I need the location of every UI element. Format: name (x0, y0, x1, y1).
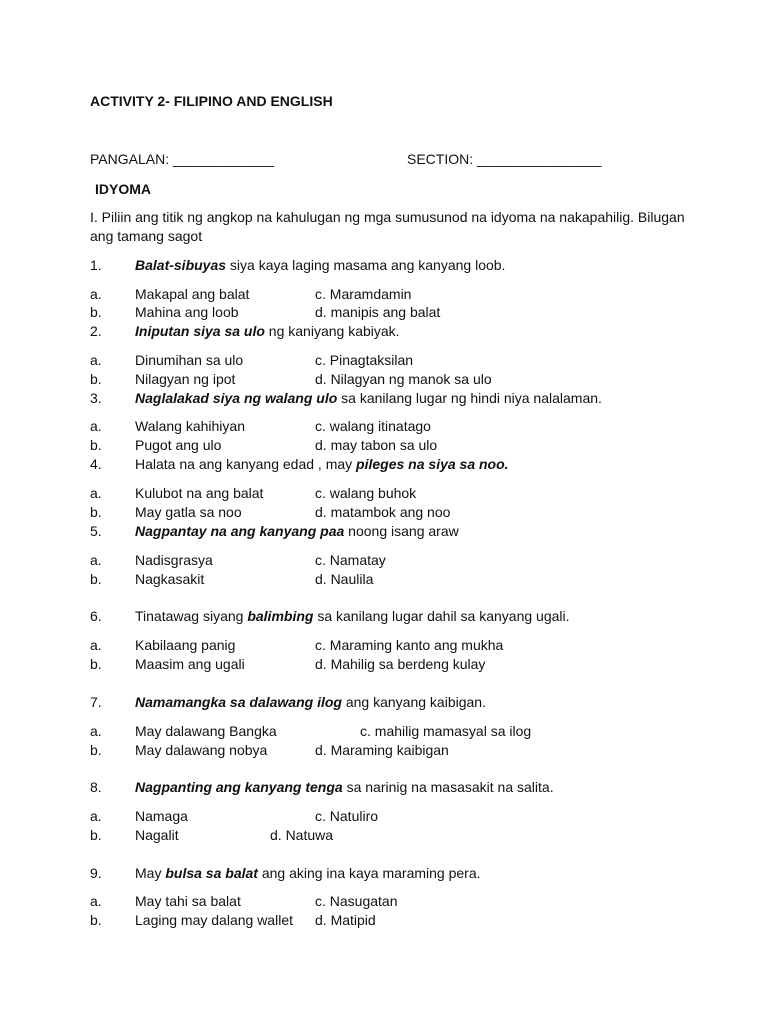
choice-b: Pugot ang ulo (135, 437, 222, 453)
choice-a-label: a. (90, 637, 102, 653)
choice-a: Walang kahihiyan (135, 418, 245, 434)
question-text-after: ang aking ina kaya maraming pera. (257, 865, 481, 881)
choice-b-label: b. (90, 437, 102, 453)
choice-c: c. Maramdamin (315, 286, 412, 302)
choice-d: d. may tabon sa ulo (315, 437, 438, 453)
choice-b: Nagkasakit (135, 571, 205, 587)
choice-d: d. Natuwa (270, 827, 334, 843)
choice-a-label: a. (90, 485, 102, 501)
choice-a: Kulubot na ang balat (135, 485, 264, 501)
choice-a: Dinumihan sa ulo (135, 352, 244, 368)
question-text (135, 778, 554, 797)
choice-b-label: b. (90, 656, 102, 672)
choice-d: d. Mahilig sa berdeng kulay (315, 656, 486, 672)
question-text (135, 693, 486, 712)
idiom: Nagpanting ang kanyang tenga (135, 779, 343, 795)
question-number: 3. (90, 390, 102, 406)
choice-b-label: b. (90, 304, 102, 320)
choice-b-label: b. (90, 827, 102, 843)
question-text-after: sa kanilang lugar dahil sa kanyang ugali. (313, 608, 570, 624)
choice-a-label: a. (90, 723, 102, 739)
choice-a-label: a. (90, 893, 102, 909)
question-text-before: Halata na ang kanyang edad , may (135, 456, 357, 472)
choice-b: Nilagyan ng ipot (135, 371, 236, 387)
choice-a: Nadisgrasya (135, 552, 213, 568)
idiom: pileges na siya sa noo. (356, 456, 509, 472)
choice-a-label: a. (90, 286, 102, 302)
choice-b-label: b. (90, 742, 102, 758)
question-text (135, 455, 509, 474)
choice-d: d. Matipid (315, 912, 376, 928)
choice-c: c. mahilig mamasyal sa ilog (360, 723, 532, 739)
question-text-before: May (135, 865, 166, 881)
choice-d: d. manipis ang balat (315, 304, 441, 320)
choice-a: Namaga (135, 808, 188, 824)
question-text-after: noong isang araw (344, 523, 459, 539)
choice-a: May tahi sa balat (135, 893, 241, 909)
choice-b: May gatla sa noo (135, 504, 242, 520)
question-text-after: ang kanyang kaibigan. (341, 694, 486, 710)
choice-a-label: a. (90, 808, 102, 824)
choice-c: c. Namatay (315, 552, 386, 568)
question-text-after: sa kanilang lugar ng hindi niya nalalaman. (337, 390, 602, 406)
question-text-after: siya kaya laging masama ang kanyang loob. (226, 257, 506, 273)
idiom: Nagpantay na ang kanyang paa (135, 523, 345, 539)
question-text (135, 389, 602, 408)
question-text (135, 256, 505, 275)
question-number: 9. (90, 865, 102, 881)
choice-c: c. Pinagtaksilan (315, 352, 414, 368)
choice-a: Kabilaang panig (135, 637, 236, 653)
choice-b: Mahina ang loob (135, 304, 239, 320)
question-text-after: sa narinig na masasakit na salita. (342, 779, 554, 795)
instructions: I. Piliin ang titik ng angkop na kahulugan ng mga sumusunod na idyoma na nakapahilig. Bilugan ang tamang sagot (90, 209, 685, 244)
question-text (135, 864, 481, 883)
question-number: 8. (90, 779, 102, 795)
choice-a-label: a. (90, 418, 102, 434)
question-text (135, 322, 400, 341)
section-heading: IDYOMA (95, 181, 151, 197)
choice-b: Laging may dalang wallet (135, 912, 293, 928)
question-number: 4. (90, 456, 102, 472)
choice-d: d. Naulila (315, 571, 374, 587)
choice-c: c. Natuliro (315, 808, 379, 824)
choice-d: d. Maraming kaibigan (315, 742, 449, 758)
section-field: SECTION: ________________ (407, 151, 602, 167)
idiom: Balat-sibuyas (135, 257, 227, 273)
choice-c: c. walang itinatago (315, 418, 431, 434)
choice-b-label: b. (90, 912, 102, 928)
question-number: 5. (90, 523, 102, 539)
choice-b: Nagalit (135, 827, 179, 843)
choice-a-label: a. (90, 552, 102, 568)
activity-title: ACTIVITY 2- FILIPINO AND ENGLISH (90, 93, 333, 109)
choice-a-label: a. (90, 352, 102, 368)
choice-a: Makapal ang balat (135, 286, 250, 302)
question-text (135, 522, 459, 541)
question-number: 2. (90, 323, 102, 339)
choice-b: May dalawang nobya (135, 742, 268, 758)
idiom: Namamangka sa dalawang ilog (135, 694, 342, 710)
choice-d: d. Nilagyan ng manok sa ulo (315, 371, 492, 387)
choice-b-label: b. (90, 371, 102, 387)
name-field: PANGALAN: _____________ (90, 151, 275, 167)
question-text-after: ng kaniyang kabiyak. (264, 323, 400, 339)
question-number: 7. (90, 694, 102, 710)
idiom: balimbing (247, 608, 314, 624)
choice-c: c. Maraming kanto ang mukha (315, 637, 504, 653)
choice-a: May dalawang Bangka (135, 723, 277, 739)
choice-c: c. Nasugatan (315, 893, 398, 909)
choice-b: Maasim ang ugali (135, 656, 245, 672)
idiom: bulsa sa balat (165, 865, 258, 881)
idiom: Iniputan siya sa ulo (135, 323, 265, 339)
idiom: Naglalakad siya ng walang ulo (135, 390, 338, 406)
question-number: 1. (90, 257, 102, 273)
question-number: 6. (90, 608, 102, 624)
question-text-before: Tinatawag siyang (135, 608, 248, 624)
choice-c: c. walang buhok (315, 485, 417, 501)
choice-d: d. matambok ang noo (315, 504, 451, 520)
question-text (135, 607, 570, 626)
choice-b-label: b. (90, 504, 102, 520)
choice-b-label: b. (90, 571, 102, 587)
